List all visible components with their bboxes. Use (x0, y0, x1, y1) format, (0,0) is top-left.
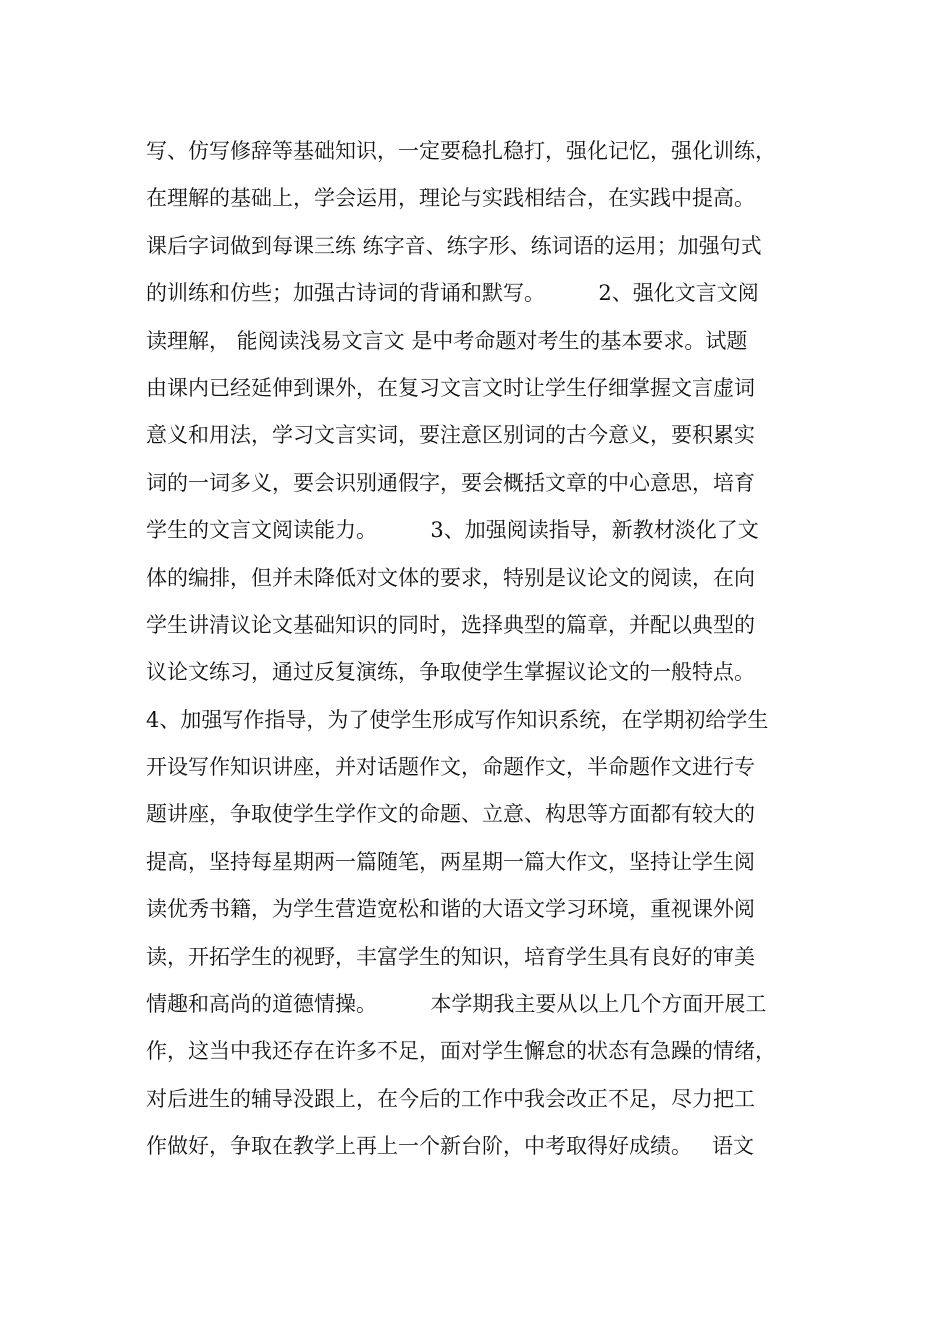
text-line: 课后字词做到每课三练 练字音、练字形、练词语的运用；加强句式 (146, 233, 762, 258)
text-line: 写、仿写修辞等基础知识，一定要稳扎稳打，强化记忆，强化训练， (146, 139, 776, 163)
text-line: 学生讲清议论文基础知识的同时，选择典型的篇章，并配以典型的 (146, 612, 755, 637)
text-line: 体的编排，但并未降低对文体的要求，特别是议论文的阅读，在向 (146, 565, 755, 590)
text-line: 学生的文言文阅读能力。 3、加强阅读指导，新教材淡化了文 (146, 518, 759, 543)
text-line: 4、加强写作指导，为了使学生形成写作知识系统，在学期初给学生 (146, 707, 769, 732)
text-line: 议论文练习，通过反复演练，争取使学生掌握议论文的一般特点。 (146, 660, 755, 685)
text-line: 意义和用法，学习文言实词，要注意区别词的古今意义，要积累实 (146, 423, 755, 448)
text-line: 读优秀书籍，为学生营造宽松和谐的大语文学习环境，重视课外阅 (146, 897, 755, 922)
body-text (146, 128, 836, 1171)
text-line: 读，开拓学生的视野，丰富学生的知识，培育学生具有良好的审美 (146, 944, 755, 969)
text-line: 的训练和仿些；加强古诗词的背诵和默写。 2、强化文言文阅 (146, 281, 759, 306)
text-line: 作做好，争取在教学上再上一个新台阶，中考取得好成绩。 语文 (146, 1134, 755, 1159)
text-line: 情趣和高尚的道德情操。 本学期我主要从以上几个方面开展工 (146, 992, 767, 1017)
text-line: 读理解， 能阅读浅易文言文 是中考命题对考生的基本要求。试题 (146, 328, 748, 353)
text-line: 题讲座，争取使学生学作文的命题、立意、构思等方面都有较大的 (146, 802, 755, 827)
text-line: 对后进生的辅导没跟上，在今后的工作中我会改正不足，尽力把工 (146, 1086, 755, 1111)
text-line: 开设写作知识讲座，并对话题作文，命题作文，半命题作文进行专 (146, 755, 755, 780)
text-line: 提高，坚持每星期两一篇随笔，两星期一篇大作文，坚持让学生阅 (146, 849, 755, 874)
text-line: 词的一词多义，要会识别通假字，要会概括文章的中心意思，培育 (146, 470, 755, 495)
text-line: 在理解的基础上，学会运用，理论与实践相结合，在实践中提高。 (146, 186, 755, 211)
text-line: 由课内已经延伸到课外，在复习文言文时让学生仔细掌握文言虚词 (146, 375, 755, 400)
text-line: 作，这当中我还存在许多不足，面对学生懈怠的状态有急躁的情绪， (146, 1039, 776, 1064)
